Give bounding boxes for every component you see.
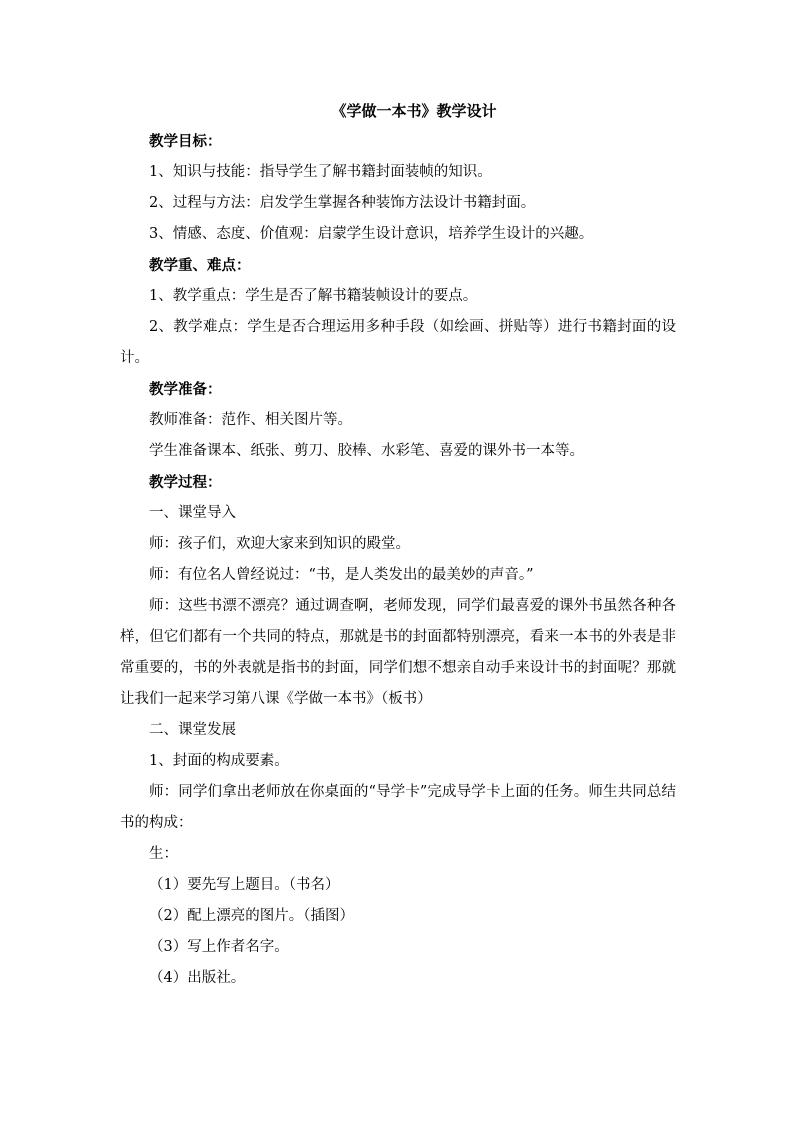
goal-item: 3、情感、态度、价值观：启蒙学生设计意识，培养学生设计的兴趣。: [149, 226, 594, 242]
heading-key-points: 教学重、难点：: [149, 257, 251, 274]
key-point-item: 1、教学重点：学生是否了解书籍装帧设计的要点。: [149, 288, 478, 304]
section-heading: 二、课堂发展: [149, 722, 236, 738]
document-page: [120, 96, 676, 994]
list-item: （2）配上漂亮的图片。（插图）: [149, 908, 354, 924]
goal-item: 1、知识与技能：指导学生了解书籍封面装帧的知识。: [149, 164, 492, 180]
paragraph: 生：: [149, 846, 178, 862]
paragraph: 师：同学们拿出老师放在你桌面的“导学卡”完成导学卡上面的任务。师生共同总结书的构成：: [120, 784, 676, 831]
heading-process: 教学过程：: [149, 474, 222, 491]
list-item: （4）出版社。: [149, 970, 246, 986]
preparation-item: 教师准备：范作、相关图片等。: [149, 412, 352, 428]
heading-preparation: 教学准备：: [149, 381, 222, 398]
section-heading: 一、课堂导入: [149, 505, 236, 521]
paragraph: 师：孩子们，欢迎大家来到知识的殿堂。: [149, 536, 410, 552]
paragraph: 师：有位名人曾经说过：“书，是人类发出的最美妙的声音。”: [149, 567, 534, 583]
document-title: 《学做一本书》教学设计: [331, 102, 497, 120]
heading-teaching-goals: 教学目标：: [149, 133, 222, 150]
preparation-item: 学生准备课本、纸张、剪刀、胶棒、水彩笔、喜爱的课外书一本等。: [149, 443, 584, 459]
subsection-heading: 1、封面的构成要素。: [149, 753, 289, 769]
list-item: （1）要先写上题目。（书名）: [149, 877, 340, 893]
goal-item: 2、过程与方法：启发学生掌握各种装饰方法设计书籍封面。: [149, 195, 536, 211]
list-item: （3）写上作者名字。: [149, 939, 289, 955]
paragraph: 师：这些书漂不漂亮？通过调查啊，老师发现，同学们最喜爱的课外书虽然各种各样，但它们都有一个共同的特点，那就是书的封面都特别漂亮，看来一本书的外表是非常重要的，书的外表就是指书的封面，同学们想不想亲自动手来设计书的封面呢？那就让我们一起来学习第八课《学做一本书》（板书）: [120, 598, 676, 707]
key-point-item: 2、教学难点：学生是否合理运用多种手段（如绘画、拼贴等）进行书籍封面的设计。: [120, 319, 676, 366]
